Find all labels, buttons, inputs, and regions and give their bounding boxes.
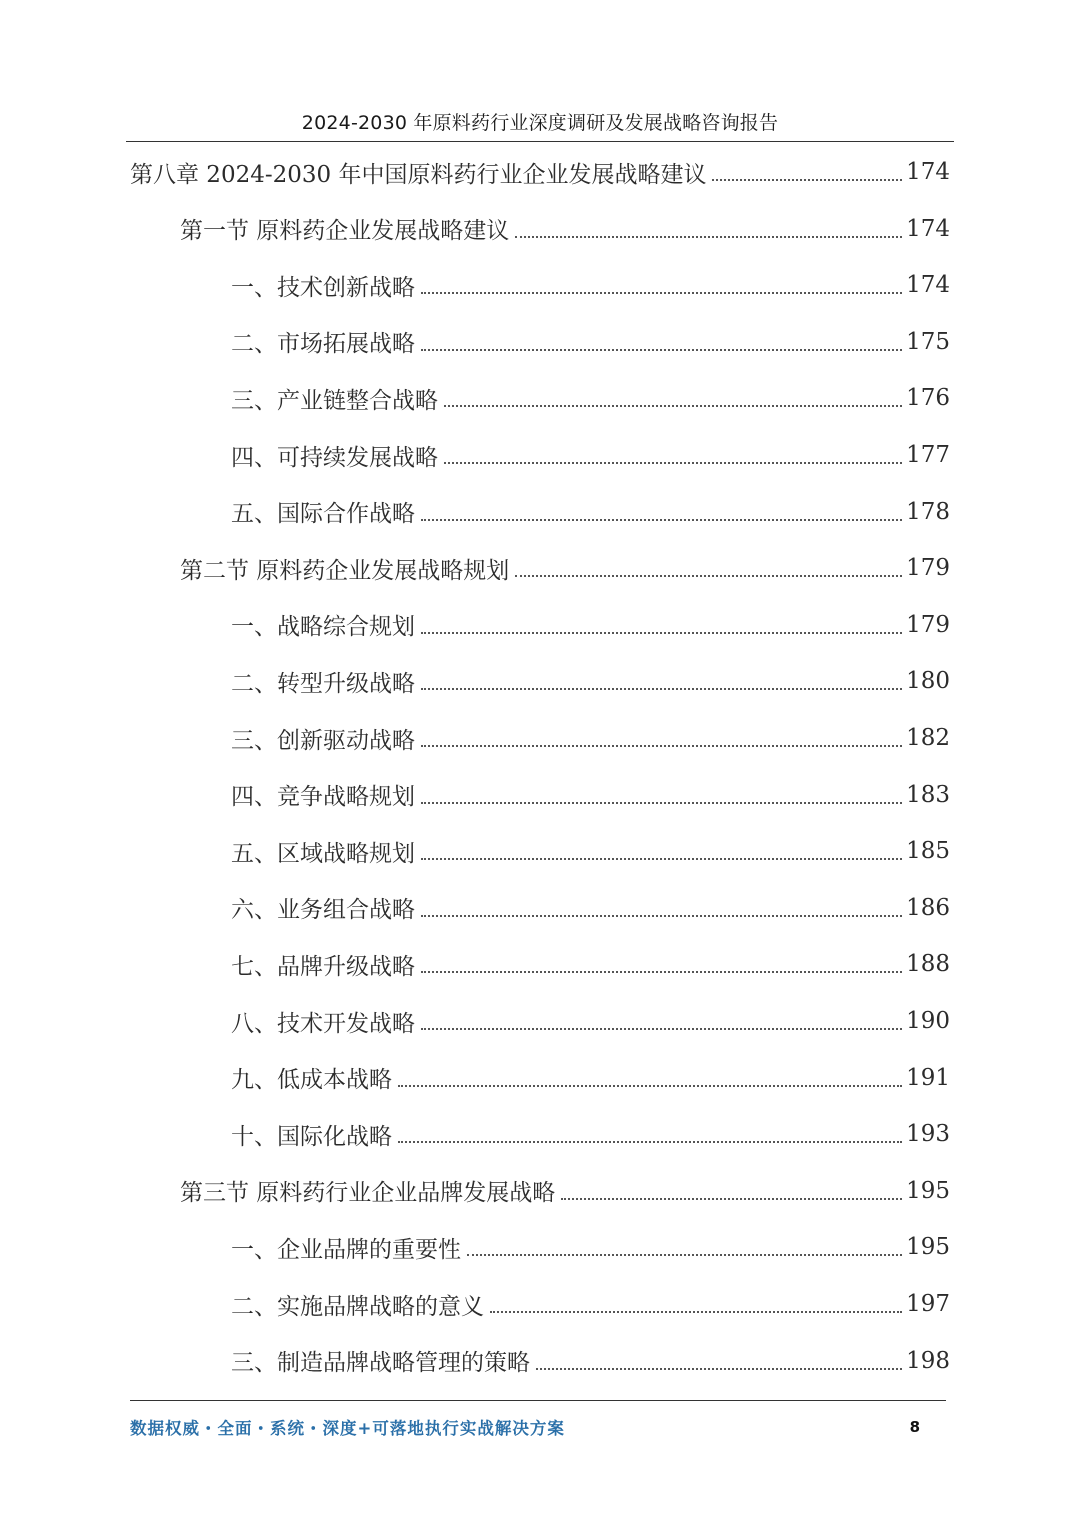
toc-entry[interactable] bbox=[231, 1058, 950, 1098]
toc-entry[interactable] bbox=[231, 378, 950, 418]
toc-entry-label: 第八章 2024-2030 年中国原料药行业企业发展战略建议 bbox=[130, 161, 707, 188]
toc-dot-leader bbox=[536, 1368, 902, 1370]
toc-dot-leader bbox=[444, 462, 902, 464]
toc-entry-page: 176 bbox=[906, 385, 950, 412]
toc-entry-page: 177 bbox=[906, 442, 950, 468]
toc-entry[interactable] bbox=[231, 661, 950, 701]
toc-entry-label: 八、技术开发战略 bbox=[231, 1010, 415, 1037]
toc-entry-label: 四、可持续发展战略 bbox=[231, 444, 438, 471]
toc-entry[interactable] bbox=[231, 1227, 950, 1267]
toc-entry-page: 197 bbox=[906, 1291, 950, 1317]
toc-entry-label: 二、实施品牌战略的意义 bbox=[231, 1293, 484, 1320]
toc-entry-label: 二、市场拓展战略 bbox=[231, 331, 415, 358]
toc-entry-page: 175 bbox=[906, 328, 950, 355]
toc-dot-leader bbox=[421, 971, 902, 973]
toc-entry-label: 五、区域战略规划 bbox=[231, 840, 415, 867]
toc-entry[interactable] bbox=[231, 831, 950, 871]
toc-entry[interactable] bbox=[231, 435, 950, 475]
toc-dot-leader bbox=[467, 1254, 902, 1256]
toc-dot-leader bbox=[421, 915, 902, 917]
toc-entry[interactable] bbox=[231, 265, 950, 305]
toc-entry-label: 九、低成本战略 bbox=[231, 1067, 392, 1094]
toc-entry-page: 195 bbox=[906, 1234, 950, 1261]
toc-entry-label: 三、产业链整合战略 bbox=[231, 387, 438, 414]
toc-entry-label: 第一节 原料药企业发展战略建议 bbox=[180, 218, 510, 245]
toc-dot-leader bbox=[421, 292, 902, 294]
toc-entry[interactable] bbox=[231, 1114, 950, 1154]
toc-entry[interactable] bbox=[180, 548, 950, 588]
toc-entry-label: 二、转型升级战略 bbox=[231, 670, 415, 697]
toc-entry-label: 一、战略综合规划 bbox=[231, 614, 415, 641]
toc-entry-label: 七、品牌升级战略 bbox=[231, 953, 415, 980]
toc-dot-leader bbox=[421, 745, 902, 747]
toc-dot-leader bbox=[421, 519, 902, 521]
toc-entry[interactable] bbox=[231, 1001, 950, 1041]
toc-entry[interactable] bbox=[180, 209, 950, 249]
toc-entry-label: 五、国际合作战略 bbox=[231, 501, 415, 528]
toc-entry-page: 182 bbox=[906, 725, 950, 751]
footer-page-number: 8 bbox=[909, 1418, 920, 1436]
toc-dot-leader bbox=[561, 1198, 902, 1200]
toc-dot-leader bbox=[515, 236, 902, 238]
footer-divider bbox=[130, 1400, 946, 1401]
toc-entry-page: 180 bbox=[906, 668, 950, 695]
toc-entry[interactable] bbox=[231, 492, 950, 532]
toc-entry[interactable] bbox=[231, 322, 950, 362]
footer-slogan: 数据权威・全面・系统・深度+可落地执行实战解决方案 bbox=[130, 1419, 565, 1438]
toc-entry-page: 188 bbox=[906, 951, 950, 978]
toc-entry-label: 第二节 原料药企业发展战略规划 bbox=[180, 557, 510, 584]
header-title: 2024-2030 年原料药行业深度调研及发展战略咨询报告 bbox=[301, 112, 779, 134]
toc-entry[interactable] bbox=[231, 944, 950, 984]
toc-entry[interactable] bbox=[130, 152, 950, 192]
toc-entry[interactable] bbox=[231, 1284, 950, 1324]
toc-entry-label: 第三节 原料药行业企业品牌发展战略 bbox=[180, 1180, 556, 1207]
toc-dot-leader bbox=[398, 1085, 902, 1087]
toc-entry[interactable] bbox=[231, 605, 950, 645]
toc-entry-page: 174 bbox=[906, 272, 950, 299]
toc-entry-page: 179 bbox=[906, 611, 950, 638]
toc-entry[interactable] bbox=[231, 1341, 950, 1381]
toc-dot-leader bbox=[398, 1141, 902, 1143]
toc-entry-page: 186 bbox=[906, 894, 950, 921]
toc-entry-page: 174 bbox=[906, 215, 950, 242]
toc-entry-label: 四、竞争战略规划 bbox=[231, 784, 415, 811]
toc-entry[interactable] bbox=[231, 888, 950, 928]
toc-entry[interactable] bbox=[231, 718, 950, 758]
toc-entry-label: 六、业务组合战略 bbox=[231, 897, 415, 924]
toc-dot-leader bbox=[515, 575, 902, 577]
toc-dot-leader bbox=[421, 349, 902, 351]
header-divider bbox=[126, 141, 954, 142]
toc-dot-leader bbox=[421, 1028, 902, 1030]
toc-entry-page: 185 bbox=[906, 838, 950, 865]
toc-entry-page: 183 bbox=[906, 781, 950, 808]
toc-dot-leader bbox=[712, 179, 902, 181]
toc-entry[interactable] bbox=[231, 775, 950, 815]
toc-entry-label: 三、创新驱动战略 bbox=[231, 727, 415, 754]
toc-entry-page: 174 bbox=[906, 159, 950, 185]
toc-entry-page: 195 bbox=[906, 1177, 950, 1204]
toc-entry-page: 179 bbox=[906, 555, 950, 582]
toc-dot-leader bbox=[421, 802, 902, 804]
toc-dot-leader bbox=[490, 1311, 902, 1313]
toc-entry-page: 178 bbox=[906, 498, 950, 525]
toc-entry-page: 198 bbox=[906, 1347, 950, 1374]
toc-entry-page: 191 bbox=[906, 1064, 950, 1091]
toc-entry-page: 193 bbox=[906, 1121, 950, 1148]
toc-dot-leader bbox=[421, 688, 902, 690]
toc-dot-leader bbox=[421, 858, 902, 860]
toc-dot-leader bbox=[444, 405, 902, 407]
toc-entry-label: 三、制造品牌战略管理的策略 bbox=[231, 1350, 530, 1377]
toc-entry[interactable] bbox=[180, 1171, 950, 1211]
toc-entry-label: 一、企业品牌的重要性 bbox=[231, 1236, 461, 1263]
toc-entry-label: 十、国际化战略 bbox=[231, 1123, 392, 1150]
toc-entry-page: 190 bbox=[906, 1008, 950, 1034]
toc-entry-label: 一、技术创新战略 bbox=[231, 274, 415, 301]
toc-dot-leader bbox=[421, 632, 902, 634]
